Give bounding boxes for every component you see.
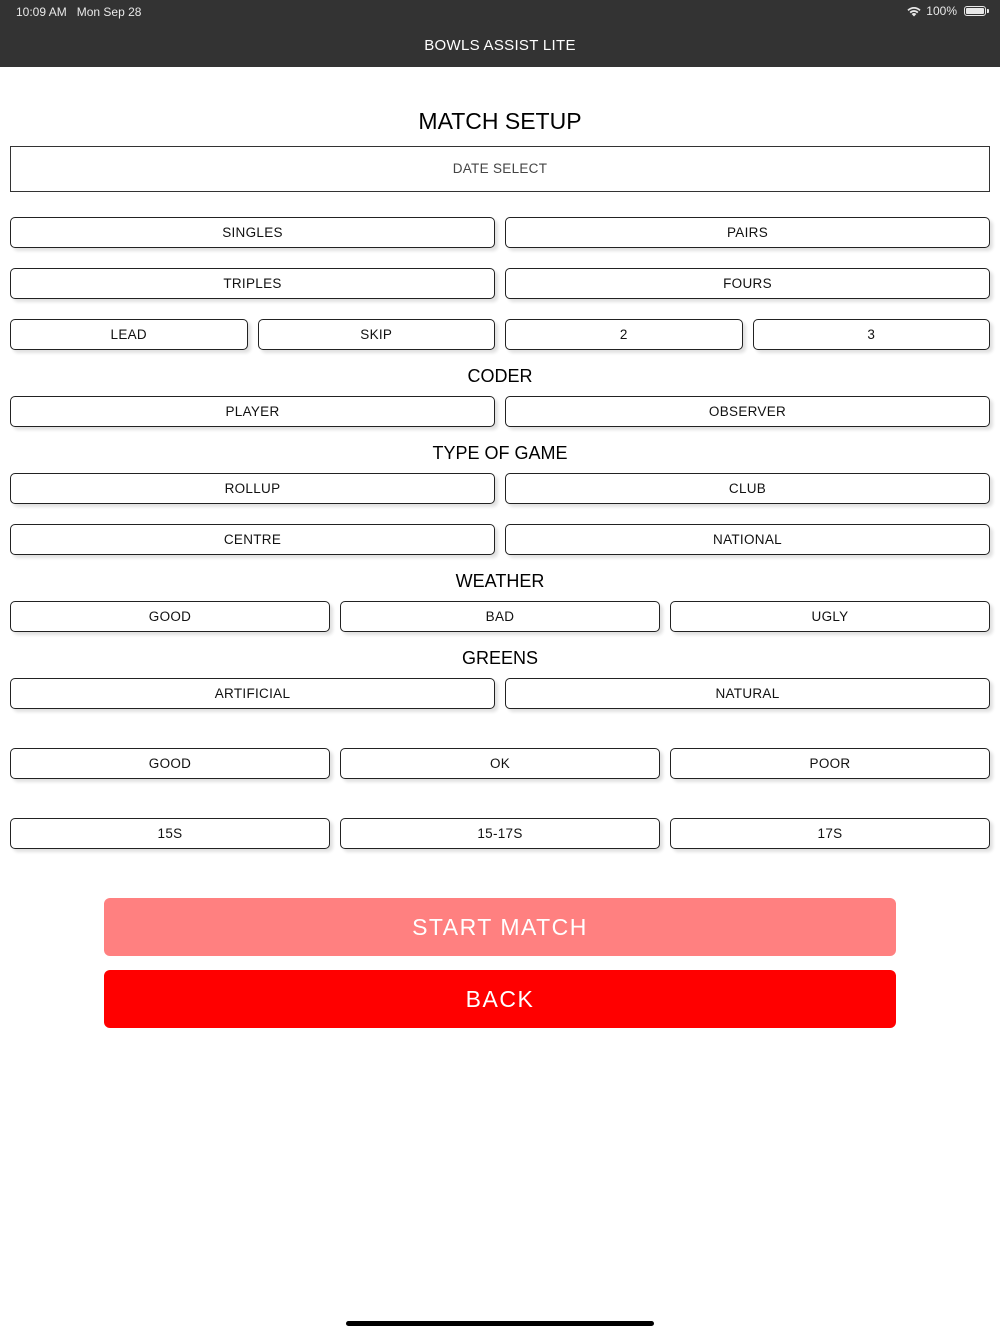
- singles-button[interactable]: SINGLES: [10, 217, 495, 248]
- greens-poor-button[interactable]: POOR: [670, 748, 990, 779]
- weather-row: [10, 601, 990, 632]
- date-select-button[interactable]: DATE SELECT: [10, 146, 990, 192]
- start-match-button[interactable]: START MATCH: [104, 898, 896, 956]
- back-button[interactable]: BACK: [104, 970, 896, 1028]
- national-button[interactable]: NATIONAL: [505, 524, 990, 555]
- rollup-button[interactable]: ROLLUP: [10, 473, 495, 504]
- weather-ugly-button[interactable]: UGLY: [670, 601, 990, 632]
- format-row-2: [10, 268, 990, 299]
- battery-percent: 100%: [926, 4, 957, 18]
- weather-bad-button[interactable]: BAD: [340, 601, 660, 632]
- pairs-button[interactable]: PAIRS: [505, 217, 990, 248]
- greens-ok-button[interactable]: OK: [340, 748, 660, 779]
- position-2-button[interactable]: 2: [505, 319, 743, 350]
- natural-button[interactable]: NATURAL: [505, 678, 990, 709]
- greens-speed-row: [10, 818, 990, 849]
- nav-bar: [0, 24, 1000, 67]
- match-setup-title: MATCH SETUP: [418, 108, 582, 134]
- game-type-row-1: [10, 473, 990, 504]
- nav-title: BOWLS ASSIST LITE: [424, 37, 576, 54]
- greens-title: GREENS: [461, 648, 539, 668]
- greens-surface-row: [10, 678, 990, 709]
- position-row: [10, 319, 990, 350]
- status-time-text: 10:09 AM: [16, 5, 67, 19]
- speed-17s-button[interactable]: 17S: [670, 818, 990, 849]
- weather-title: WEATHER: [455, 571, 545, 591]
- greens-good-button[interactable]: GOOD: [10, 748, 330, 779]
- format-row-1: [10, 217, 990, 248]
- artificial-button[interactable]: ARTIFICIAL: [10, 678, 495, 709]
- status-time: [16, 5, 141, 19]
- centre-button[interactable]: CENTRE: [10, 524, 495, 555]
- greens-condition-row: [10, 748, 990, 779]
- battery-icon: [964, 6, 986, 16]
- status-indicators: [906, 4, 986, 18]
- game-type-row-2: [10, 524, 990, 555]
- position-3-button[interactable]: 3: [753, 319, 991, 350]
- club-button[interactable]: CLUB: [505, 473, 990, 504]
- status-bar: [0, 0, 1000, 24]
- observer-button[interactable]: OBSERVER: [505, 396, 990, 427]
- skip-button[interactable]: SKIP: [258, 319, 496, 350]
- type-of-game-title: TYPE OF GAME: [432, 443, 568, 463]
- player-button[interactable]: PLAYER: [10, 396, 495, 427]
- coder-title: CODER: [467, 366, 533, 386]
- coder-row: [10, 396, 990, 427]
- status-date-text: Mon Sep 28: [76, 5, 142, 19]
- speed-15-17s-button[interactable]: 15-17S: [340, 818, 660, 849]
- speed-15s-button[interactable]: 15S: [10, 818, 330, 849]
- lead-button[interactable]: LEAD: [10, 319, 248, 350]
- wifi-icon: [906, 5, 922, 17]
- home-indicator[interactable]: [346, 1321, 654, 1326]
- triples-button[interactable]: TRIPLES: [10, 268, 495, 299]
- weather-good-button[interactable]: GOOD: [10, 601, 330, 632]
- fours-button[interactable]: FOURS: [505, 268, 990, 299]
